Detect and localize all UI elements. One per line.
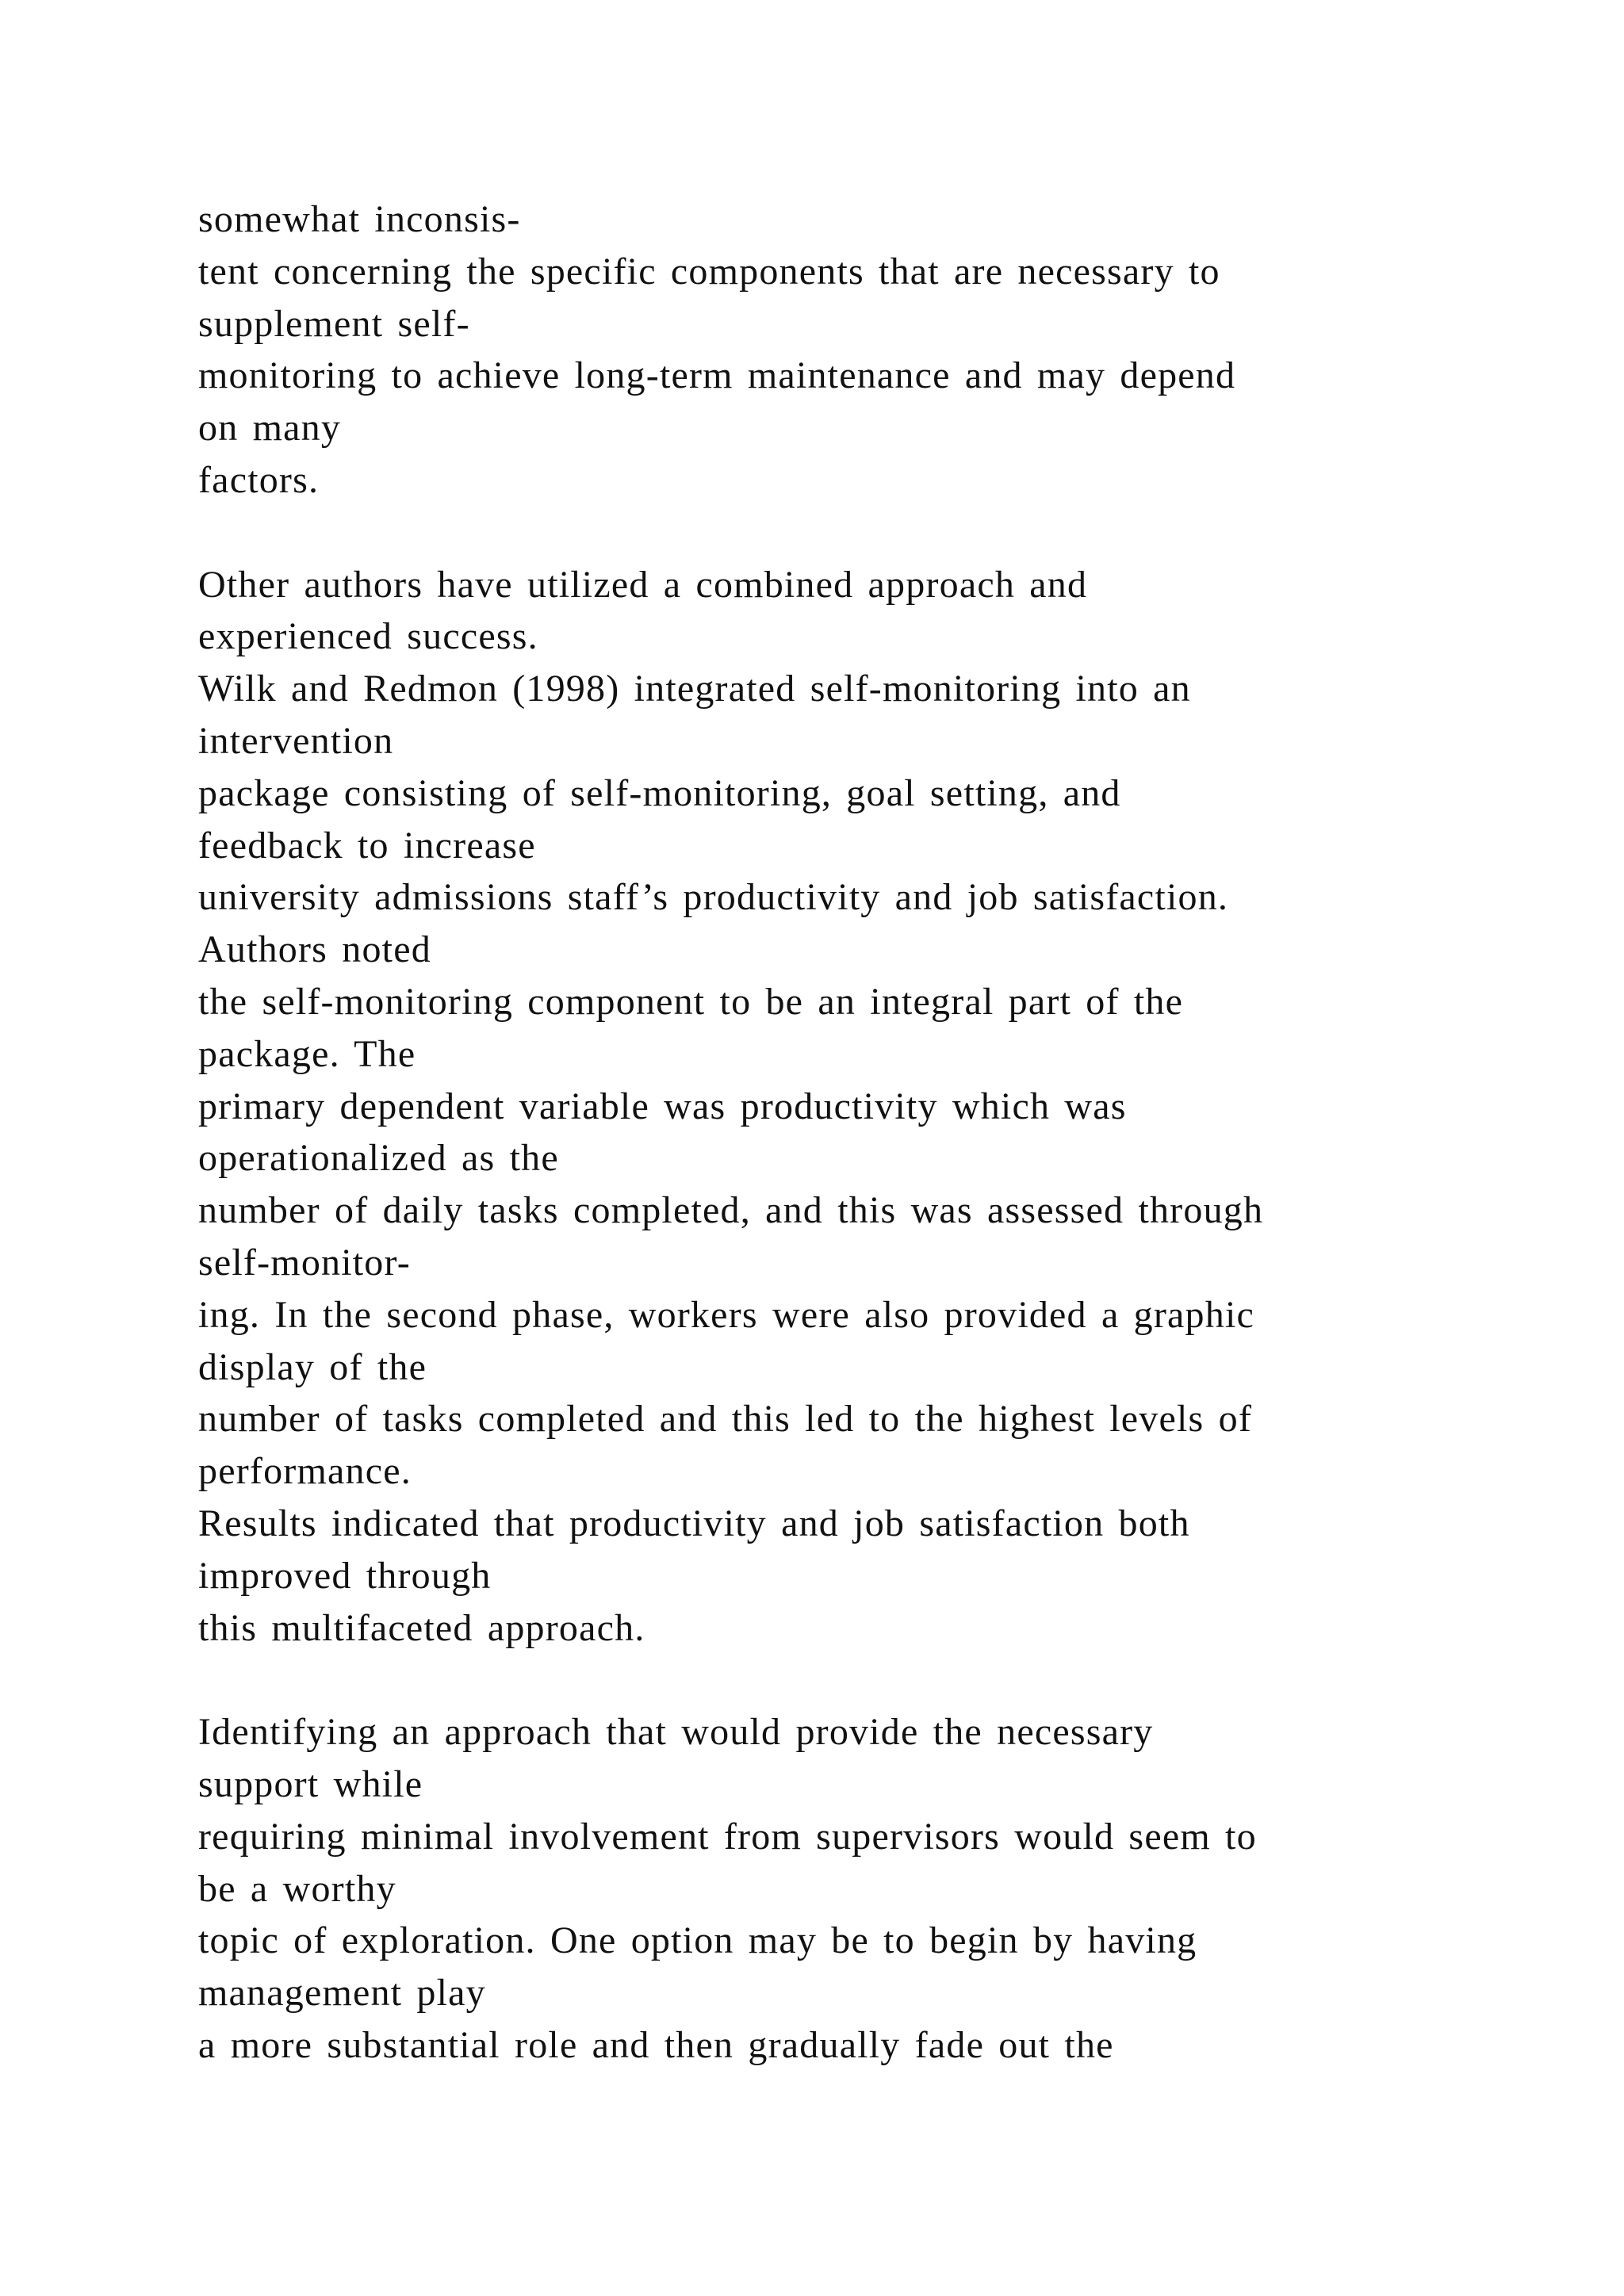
text-line: performance.: [198, 1450, 412, 1493]
text-line: factors.: [198, 458, 320, 501]
text-line: somewhat inconsis-: [198, 198, 521, 240]
text-line: number of daily tasks completed, and this was assessed through: [198, 1189, 1264, 1232]
text-line: experienced success.: [198, 615, 538, 658]
text-line: Wilk and Redmon (1998) integrated self-monitoring into an: [198, 668, 1191, 710]
text-line: display of the: [198, 1345, 427, 1388]
text-line: a more substantial role and then gradually fade out the: [198, 2023, 1114, 2066]
text-line: self-monitor-: [198, 1241, 411, 1284]
text-line: be a worthy: [198, 1867, 396, 1910]
text-line: Authors noted: [198, 928, 431, 971]
paragraph-2: [198, 559, 1546, 1655]
paragraph-1: [198, 193, 1546, 507]
paragraph-3: [198, 1706, 1546, 2072]
text-line: Other authors have utilized a combined approach and: [198, 563, 1088, 606]
text-line: primary dependent variable was productivity which was: [198, 1085, 1127, 1127]
text-line: package. The: [198, 1032, 416, 1075]
text-line: feedback to increase: [198, 824, 536, 867]
text-line: management play: [198, 1972, 486, 2015]
paragraph-spacer: [198, 507, 1546, 559]
text-line: Results indicated that productivity and job satisfaction both: [198, 1502, 1190, 1544]
text-line: ing. In the second phase, workers were also provided a graphic: [198, 1293, 1254, 1336]
text-line: improved through: [198, 1554, 492, 1597]
text-line: this multifaceted approach.: [198, 1606, 645, 1649]
text-line: tent concerning the specific components that are necessary to: [198, 250, 1220, 293]
text-line: the self-monitoring component to be an integral part of the: [198, 980, 1184, 1023]
paragraph-spacer: [198, 1654, 1546, 1706]
text-line: package consisting of self-monitoring, goal setting, and: [198, 771, 1121, 814]
text-line: support while: [198, 1762, 423, 1805]
body-text: [198, 193, 1546, 2072]
text-line: topic of exploration. One option may be to begin by having: [198, 1919, 1197, 1962]
text-line: Identifying an approach that would provide the necessary: [198, 1711, 1154, 1754]
text-line: intervention: [198, 719, 394, 762]
text-line: on many: [198, 407, 342, 450]
text-line: monitoring to achieve long-term maintenance and may depend: [198, 354, 1236, 397]
text-line: supplement self-: [198, 302, 470, 345]
text-line: operationalized as the: [198, 1137, 559, 1180]
text-line: requiring minimal involvement from supervisors would seem to: [198, 1815, 1257, 1858]
text-line: number of tasks completed and this led to the highest levels of: [198, 1398, 1253, 1441]
text-line: university admissions staff’s productivity and job satisfaction.: [198, 876, 1229, 919]
